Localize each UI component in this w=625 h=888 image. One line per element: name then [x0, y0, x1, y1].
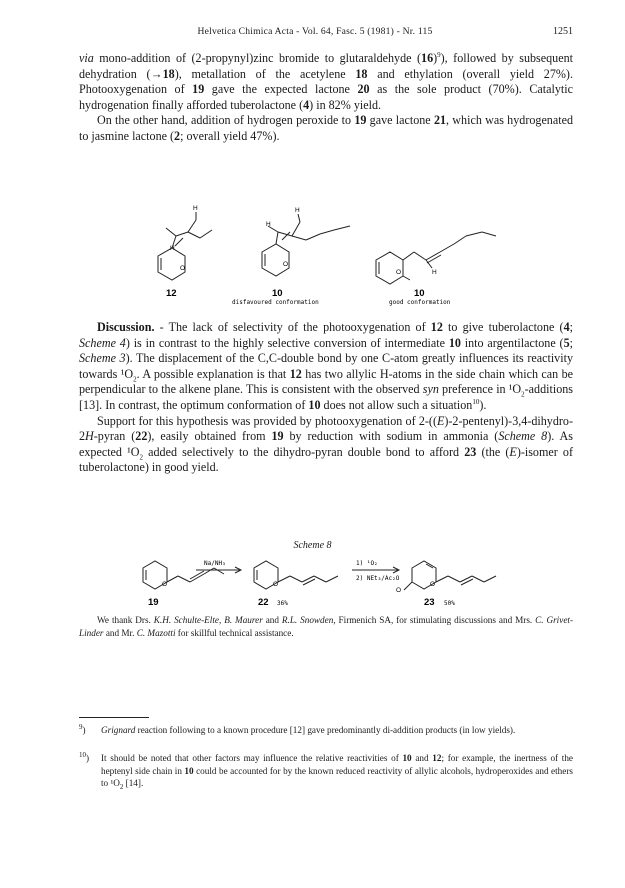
scheme-8-title: Scheme 8 — [293, 540, 332, 551]
compound-ref: 4 — [303, 97, 310, 112]
compound-ref: 22 — [135, 429, 148, 444]
atom-h-12b: H — [193, 205, 198, 212]
text-run: into argentilactone ( — [460, 335, 564, 350]
atom-h-12a: H — [170, 245, 175, 252]
singlet-oxygen: ¹O — [120, 366, 134, 381]
text-run: We thank Drs. — [97, 615, 154, 625]
text-run: Support for this hypothesis was provided by photooxygenation of 2-(( — [97, 413, 437, 428]
paragraph-support: Support for this hypothesis was provided by photooxygenation of 2-((E)-2-pentenyl)-3,4-dihydro-2H-pyran (22), easily obtained from 19 by reduction with sodium in ammonia (Scheme 8). As expected $^1O_2$ added selectively to the dihydro-pyran double bond to afford 23 (the (E)-isomer of tuberolactone) in good yield. — [79, 413, 573, 475]
text-run: ; — [569, 335, 573, 350]
compound-ref: 10 — [184, 765, 194, 776]
label-22: 22 — [258, 597, 269, 608]
stereo-descriptor: E — [509, 444, 517, 459]
person-name: C. Grivet-Linder — [79, 615, 574, 638]
footnote-rule — [79, 717, 149, 718]
text-run: mono-addition of (2-propynyl)zinc bromide to glutaraldehyde ( — [93, 51, 422, 65]
atom-o-23a: O — [430, 581, 436, 588]
acknowledgment — [79, 614, 573, 640]
label-12: 12 — [166, 288, 177, 299]
compound-ref: 10 — [402, 753, 412, 763]
compound-ref: 10 — [448, 335, 461, 350]
text-run: ). As expected — [79, 429, 573, 459]
text-run: reaction following to a known procedure [12] gave predominantly di-addition products (in low yields). — [135, 725, 516, 735]
footnote-number: 9 — [79, 722, 83, 731]
text-run: [14]. — [123, 778, 144, 788]
yield-23: 50% — [444, 600, 455, 607]
discussion-text-block — [79, 320, 573, 476]
compound-ref: 18 — [162, 66, 175, 81]
compound-ref: 10 — [308, 397, 321, 412]
italic-via: via — [79, 51, 94, 65]
compound-ref: 12 — [430, 320, 443, 334]
structure-12 — [158, 212, 212, 280]
compound-ref: 19 — [354, 113, 367, 128]
paragraph-peroxide — [79, 113, 573, 144]
structure-23 — [404, 561, 496, 590]
person-name: K.H. Schulte-Elte — [153, 615, 219, 625]
paragraph-synthesis: via mono-addition of (2-propynyl)zinc bromide to glutaraldehyde $(16)^9$), followed by subsequent dehydration (→18), metallation of the acetylene 18 and ethylation (overall yield 27%). Photooxygenation of 19 gave the expected lactone 20 as the sole product (70%). Catalytic hydrogenation finally afforded tuberolactone (4) in 82% yield. — [79, 50, 573, 112]
text-run: , which was hydrogenated to jasmine lactone ( — [79, 113, 573, 143]
scheme-ref: Scheme 8 — [498, 429, 548, 444]
text-run: On the other hand, addition of hydrogen peroxide to — [97, 113, 355, 128]
text-run: to give tuberolactone ( — [442, 320, 564, 334]
footnote-9 — [79, 724, 573, 737]
text-run: ), easily obtained from — [147, 429, 272, 444]
text-run: and — [411, 753, 433, 763]
text-run: ; — [569, 320, 573, 334]
text-run: ) is in contrast to the highly selective conversion of intermediate — [125, 335, 449, 350]
person-name: B. Maurer — [224, 615, 263, 625]
text-run: ). — [479, 397, 487, 412]
structure-22 — [254, 561, 338, 589]
page-number: 1251 — [553, 26, 573, 37]
atom-h-10c: H — [432, 269, 437, 276]
atom-o-23b: O — [396, 587, 402, 594]
text-run: and — [262, 615, 282, 625]
caption-disfavoured: disfavoured conformation — [232, 299, 319, 306]
text-run: (the ( — [476, 444, 510, 459]
footnote-10 — [79, 752, 573, 790]
footnote-text — [101, 724, 573, 737]
journal-title: Helvetica Chimica Acta - Vol. 64, Fasc. 5 (1981) - Nr. 115 — [197, 26, 433, 37]
compound-ref: 20 — [357, 82, 370, 97]
section-heading: Discussion. — [97, 320, 155, 334]
atom-o-12: O — [180, 265, 186, 272]
footnote-mark: $^{10}$) — [79, 750, 90, 763]
stereo-descriptor: E — [436, 413, 445, 428]
structure-19 — [143, 561, 224, 589]
person-name: C. Mazotti — [136, 628, 176, 638]
label-10-good: 10 — [414, 288, 425, 299]
atom-o-10a: O — [283, 261, 289, 268]
atom-h-10a: H — [266, 221, 271, 228]
text-run: added selectively to the dihydro-pyran double bond to afford — [143, 444, 465, 459]
italic-syn: syn — [422, 382, 439, 397]
compound-ref: 21 — [433, 113, 447, 128]
text-run: ) in 82% yield. — [309, 97, 382, 112]
text-run: could be accounted for by the known reduced reactivity of allylic alcohols, hydroperoxides and ethers to — [101, 765, 573, 788]
singlet-oxygen: ¹O — [127, 444, 140, 459]
atom-o-10b: O — [396, 269, 402, 276]
text-run: gave the expected lactone — [204, 82, 358, 97]
text-run: )-isomer of tuberolactone) in good yield. — [79, 444, 573, 475]
text-run: , — [218, 615, 225, 625]
reagent-net3-ac2o: 2) NEt₃/Ac₂O — [356, 575, 400, 582]
text-run: ; for example, the inertness of the heptenyl side chain in — [101, 753, 574, 776]
reaction-arrow-2 — [352, 567, 399, 573]
footnote-number: 10 — [79, 750, 86, 759]
text-run: as the sole product (70%). Catalytic hydrogenation finally afforded tuberolactone ( — [79, 82, 573, 112]
reagent-na-nh3: Na/NH₃ — [204, 560, 226, 567]
singlet-oxygen: ¹O — [110, 778, 120, 788]
italic-h: H — [85, 429, 94, 444]
text-run: by reduction with sodium in ammonia ( — [283, 429, 499, 444]
text-run: ; overall yield 47%). — [180, 128, 280, 143]
compound-ref: 19 — [192, 82, 205, 97]
compound-ref: 2 — [174, 128, 181, 143]
label-10-disfavoured: 10 — [272, 288, 283, 299]
label-19: 19 — [148, 597, 159, 608]
compound-ref: 23 — [464, 444, 477, 459]
yield-22: 36% — [277, 600, 288, 607]
compound-ref: 12 — [432, 753, 442, 763]
italic-grignard: Grignard — [101, 725, 136, 735]
scheme-ref: Scheme 4 — [79, 335, 126, 350]
footnote-mark: $^9$) — [79, 722, 86, 735]
structure-10-disfavoured — [262, 214, 350, 276]
footnote-ref: 9 — [437, 50, 441, 59]
text-run: )-2-pentenyl)-3,4-dihydro-2 — [79, 413, 573, 444]
compound-ref: 5 — [563, 335, 570, 350]
compound-ref: 4 — [563, 320, 570, 334]
text-run: - The lack of selectivity of the photooxygenation of — [154, 320, 431, 334]
compound-ref: 18 — [355, 66, 368, 81]
text-run: -additions [13]. In contrast, the optimum conformation of — [79, 382, 573, 412]
text-run: preference in — [438, 382, 509, 397]
intro-text-block — [79, 51, 573, 145]
text-run: ), metallation of the acetylene — [174, 66, 356, 81]
text-run: ), followed by subsequent dehydration (→ — [79, 51, 573, 81]
text-run: , Firmenich SA, for stimulating discussions and Mrs. — [333, 615, 536, 625]
footnote-ref: 10 — [472, 397, 480, 406]
text-run: and ethylation (overall yield 27%). Photooxygenation of — [79, 66, 573, 97]
reagent-singlet-oxygen: 1) ¹O₂ — [356, 560, 378, 567]
atom-o-19: O — [162, 581, 168, 588]
atom-o-22: O — [273, 581, 279, 588]
structure-10-good — [376, 232, 496, 284]
text-run: and Mr. — [103, 628, 137, 638]
scheme-ref: Scheme 3 — [79, 351, 126, 366]
text-run: gave lactone — [366, 113, 434, 128]
reaction-arrow-1 — [196, 567, 241, 573]
atom-h-10b: H — [295, 207, 300, 214]
label-23: 23 — [424, 597, 435, 608]
text-run: has two allylic H-atoms in the side chain which can be perpendicular to the alkene plane. This is consistent with the observed — [79, 366, 574, 397]
singlet-oxygen: ¹O — [508, 382, 522, 397]
compound-ref: 12 — [289, 366, 302, 381]
text-run: -pyran ( — [93, 429, 136, 444]
person-name: R.L. Snowden — [281, 615, 334, 625]
footnote-text: It should be noted that other factors may influence the relative reactivities of 10 and 12; for example, the inertness of the heptenyl side chain in 10 could be accounted for by the known reduced reactivity of allylic alcohols, hydroperoxides and ethers to $^1O_2$ [14]. — [101, 753, 574, 791]
text-run: . A possible explanation is that — [136, 366, 290, 381]
text-run: ). The displacement of the C,C-double bond by one C-atom greatly influences its reactivity towards — [79, 351, 573, 381]
compound-ref: 19 — [271, 429, 284, 444]
text-run: does not allow such a situation — [320, 397, 473, 412]
caption-good: good conformation — [389, 299, 451, 306]
text-run: for skillful technical assistance. — [175, 628, 294, 638]
running-header — [0, 24, 625, 40]
compound-ref: 16 — [421, 51, 434, 65]
text-run: It should be noted that other factors may influence the relative reactivities of — [101, 753, 403, 763]
paragraph-discussion: Discussion. - The lack of selectivity of the photooxygenation of 12 to give tuberolactone (4; Scheme 4) is in contrast to the highly selective conversion of intermediate 10 into argentilactone (5; Scheme 3). The displacement of the C,C-double bond by one C-atom greatly influences its reactivity towards $^1O_2$. A possible explanation is that 12 has two allylic H-atoms in the side chain which can be perpendicular to the alkene plane. This is consistent with the observed syn preference in $^1O_2$-additions [13]. In contrast, the optimum conformation of 10 does not allow such a situation$^{10}$). — [79, 320, 574, 412]
